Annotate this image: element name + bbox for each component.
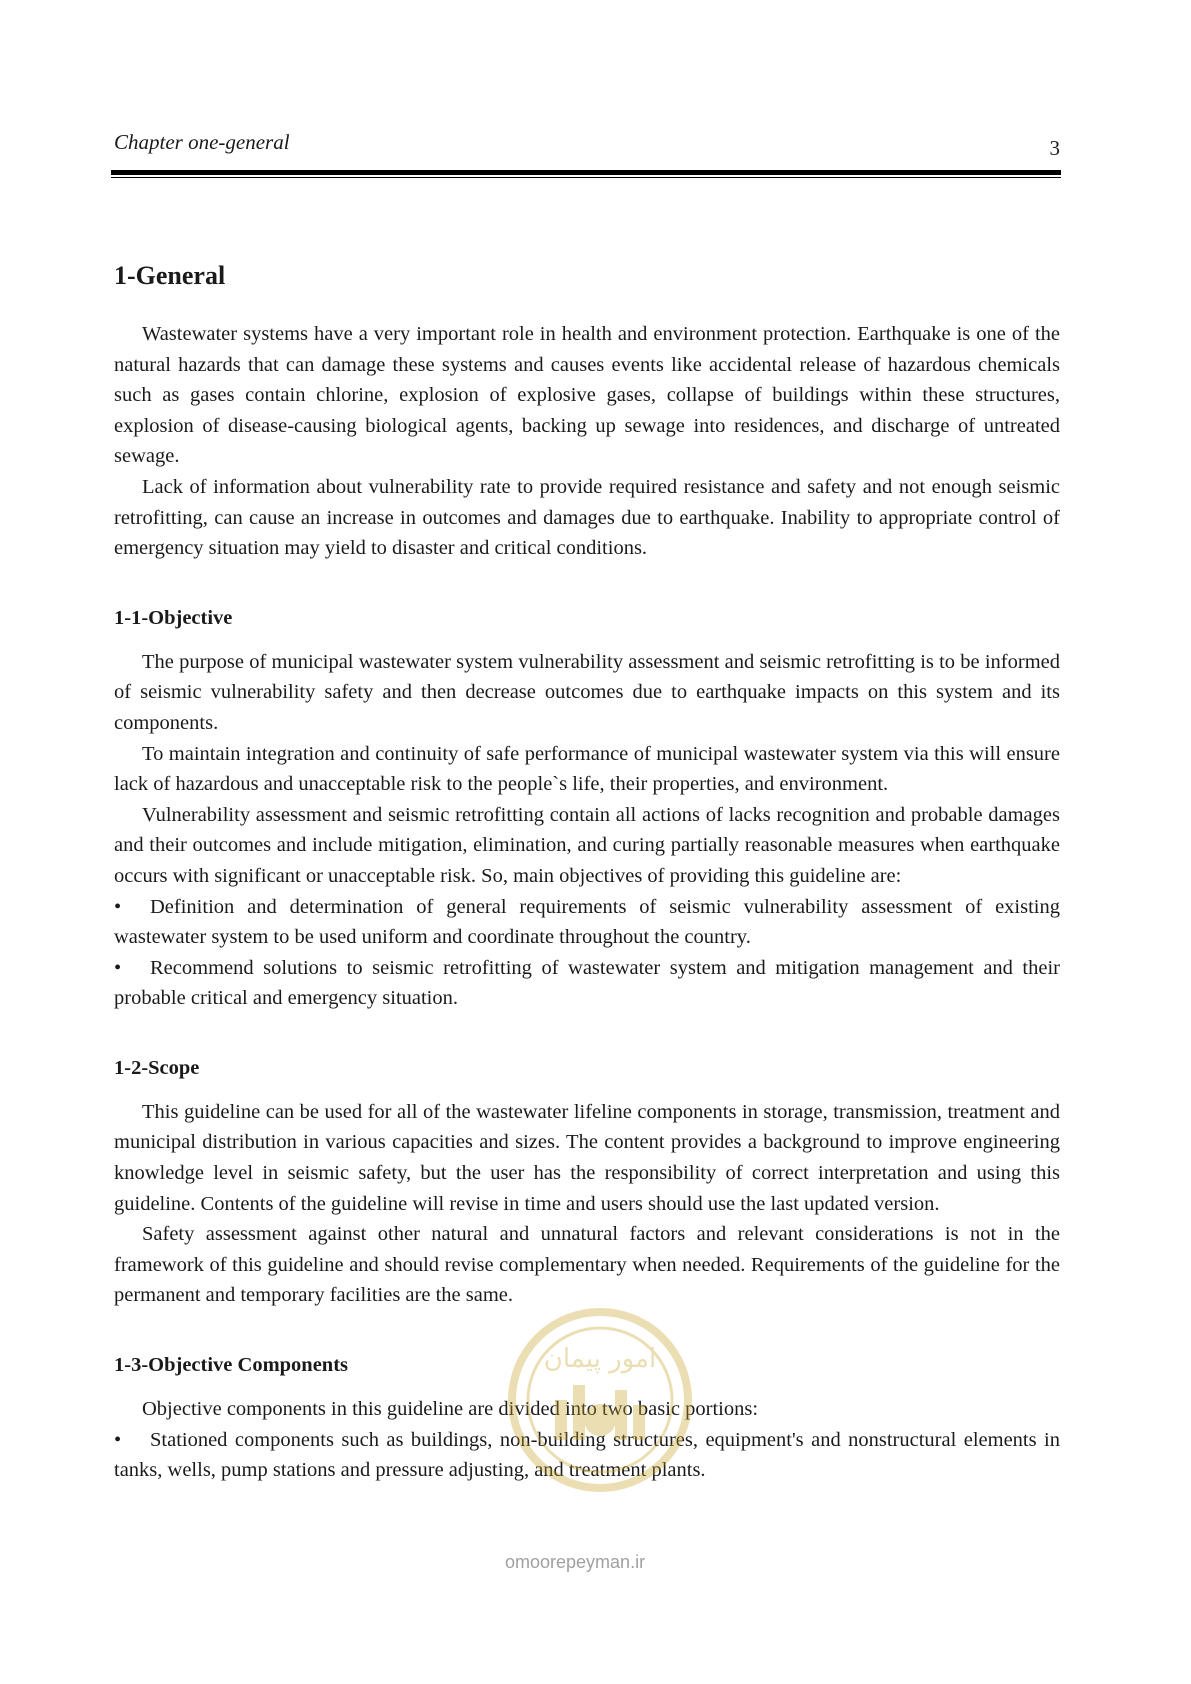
subsection-title-scope: 1-2-Scope: [114, 1056, 200, 1079]
page-number: 3: [1049, 136, 1060, 160]
spacer: [114, 1014, 1060, 1054]
page-content: [114, 255, 1060, 1486]
paragraph: The purpose of municipal wastewater system vulnerability assessment and seismic retrofitting is to be informed of seismic vulnerability safety and then decrease outcomes due to earthquake impacts on this system and its components.: [114, 650, 1060, 734]
page-header: [114, 130, 1060, 160]
bullet-text: Stationed components such as buildings, non-building structures, equipment's and nonstructural elements in tanks, wells, pump stations and pressure adjusting, and treatment plants.: [114, 1428, 1060, 1482]
bullet-item: [114, 892, 1060, 953]
header-rule-thin: [111, 177, 1061, 178]
section-title: 1-General: [114, 261, 226, 290]
bullet-icon: •: [114, 956, 122, 979]
paragraph: Objective components in this guideline are divided into two basic portions:: [142, 1398, 759, 1421]
paragraph: Vulnerability assessment and seismic retrofitting contain all actions of lacks recognition and probable damages and their outcomes and include mitigation, elimination, and curing partially reasonable measures when earthquake occurs with significant or unacceptable risk. So, main objectives of providing this guideline are:: [114, 803, 1060, 887]
bullet-icon: •: [114, 1428, 122, 1451]
paragraph: This guideline can be used for all of the wastewater lifeline components in storage, transmission, treatment and municipal distribution in various capacities and sizes. The content provides a background to improve engineering knowledge level in seismic safety, but the user has the responsibility of correct interpretation and using this guideline. Contents of the guideline will revise in time and users should use the last updated version.: [114, 1100, 1060, 1215]
header-rule-thick: [111, 170, 1061, 175]
paragraph: To maintain integration and continuity of safe performance of municipal wastewater system via this will ensure lack of hazardous and unacceptable risk to the people`s life, their properties, and environment.: [114, 742, 1060, 796]
bullet-item: [114, 1425, 1060, 1486]
spacer: [114, 1311, 1060, 1351]
bullet-icon: •: [114, 895, 122, 918]
subsection-title-objective: 1-1-Objective: [114, 606, 233, 629]
bullet-text: Recommend solutions to seismic retrofitting of wastewater system and mitigation management and their probable critical and emergency situation.: [114, 956, 1060, 1010]
spacer: [114, 564, 1060, 604]
watermark-logo-text: امور پیمان: [543, 1344, 657, 1374]
watermark-url: omoorepeyman.ir: [505, 1552, 646, 1572]
chapter-title: Chapter one-general: [114, 130, 290, 154]
paragraph: Lack of information about vulnerability rate to provide required resistance and safety and not enough seismic retrofitting, can cause an increase in outcomes and damages due to earthquake. Inability to appropriate control of emergency situation may yield to disaster and critical conditions.: [114, 475, 1060, 560]
bullet-item: [114, 953, 1060, 1014]
paragraph: Wastewater systems have a very important role in health and environment protection. Earthquake is one of the natural hazards that can damage these systems and causes events like accidental release of hazardous chemicals such as gases contain chlorine, explosion of explosive gases, collapse of buildings within these structures, explosion of disease-causing biological agents, backing up sewage into residences, and discharge of untreated sewage.: [114, 323, 1060, 468]
paragraph: Safety assessment against other natural and unnatural factors and relevant considerations is not in the framework of this guideline and should revise complementary when needed. Requirements of the guideline for the permanent and temporary facilities are the same.: [114, 1223, 1060, 1307]
bullet-text: Definition and determination of general requirements of seismic vulnerability assessment of existing wastewater system to be used uniform and coordinate throughout the country.: [114, 895, 1060, 949]
subsection-title-components: 1-3-Objective Components: [114, 1354, 349, 1377]
